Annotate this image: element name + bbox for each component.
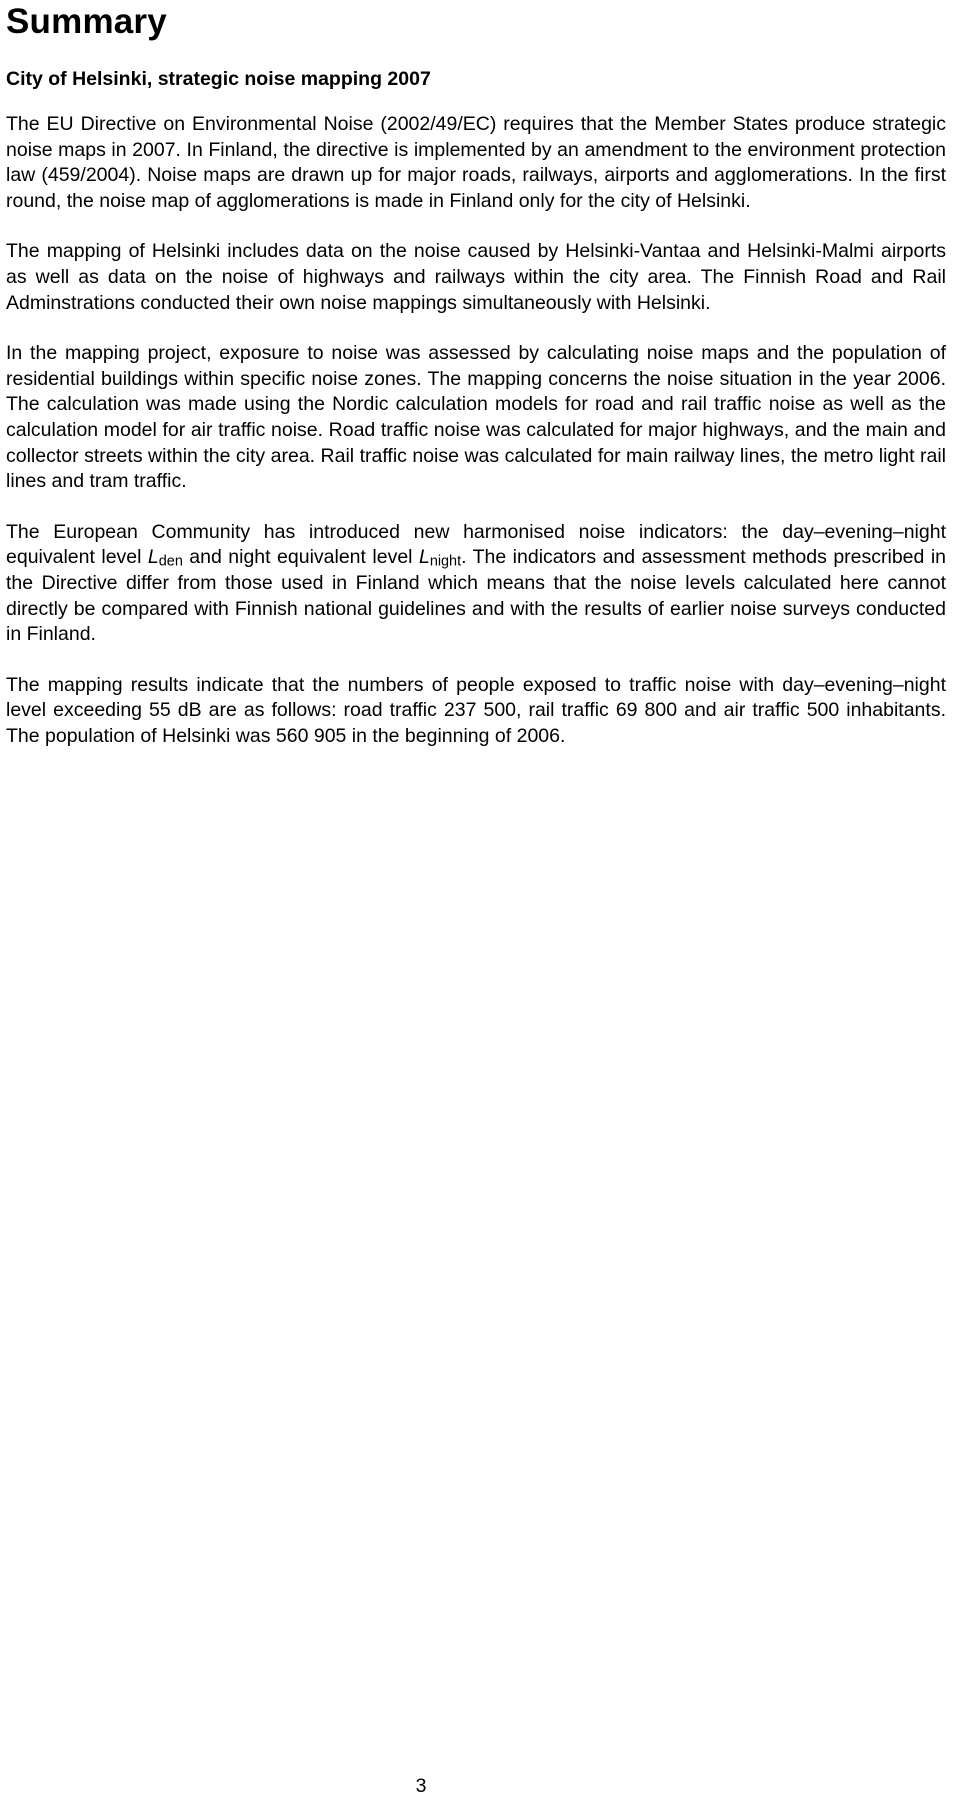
paragraph-indicators-intro: The European Community has introduced new harmonised noise indicators: the day–evening–night equivalent level bbox=[6, 520, 946, 569]
subscript-den: den bbox=[158, 553, 183, 570]
section-subtitle: City of Helsinki, strategic noise mapping 2007 bbox=[6, 68, 431, 90]
paragraph-directive: The EU Directive on Environmental Noise (2002/49/EC) requires that the Member States produce strategic noise maps in 2007. In Finland, the directive is implemented by an amendment to the environment protection law (459/2004). Noise maps are drawn up for major roads, railways, airports and agglomerations. In the first round, the noise map of agglomerations is made in Finland only for the city of Helsinki. bbox=[6, 113, 946, 212]
paragraph-indicators bbox=[6, 520, 946, 648]
paragraph-mapping-scope: The mapping of Helsinki includes data on the noise caused by Helsinki-Vantaa and Helsinki-Malmi airports as well as data on the noise of highways and railways within the city area. The Finnish Road and Rail Adminstrations conducted their own noise mappings simultaneously with Helsinki. bbox=[6, 240, 946, 314]
page-title: Summary bbox=[6, 2, 167, 41]
paragraph-indicators-rest: . The indicators and assessment methods prescribed in the Directive differ from those used in Finland which means that the noise levels calculated here cannot directly be compared with Finnish national guidelines and with the results of earlier noise surveys conducted in Finland. bbox=[6, 546, 946, 646]
paragraph-methods: In the mapping project, exposure to noise was assessed by calculating noise maps and the population of residential buildings within specific noise zones. The mapping concerns the noise situation in the year 2006. The calculation was made using the Nordic calculation models for road and rail traffic noise as well as the calculation model for air traffic noise. Road traffic noise was calculated for major highways, and the main and collector streets within the city area. Rail traffic noise was calculated for main railway lines, the metro light rail lines and tram traffic. bbox=[6, 342, 946, 493]
symbol-l-den: L bbox=[147, 546, 159, 569]
paragraph-indicators-middle: and night equivalent level bbox=[182, 546, 419, 569]
paragraph-results: The mapping results indicate that the numbers of people exposed to traffic noise with day–evening–night level exceeding 55 dB are as follows: road traffic 237 500, rail traffic 69 800 and air traffic 500 inhabitants. The population of Helsinki was 560 905 in the beginning of 2006. bbox=[6, 673, 946, 747]
symbol-l-night: L bbox=[418, 546, 430, 569]
document-page bbox=[6, 0, 946, 749]
page-number: 3 bbox=[415, 1775, 427, 1797]
subscript-night: night bbox=[429, 553, 462, 570]
